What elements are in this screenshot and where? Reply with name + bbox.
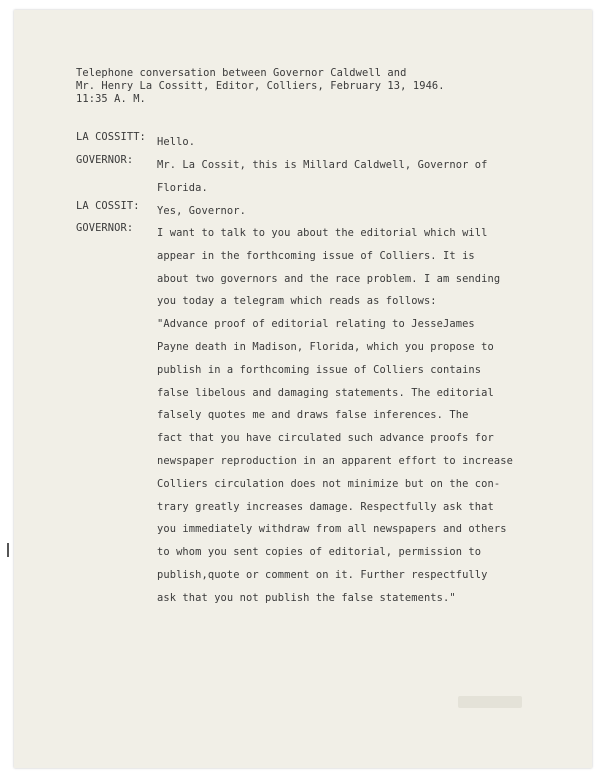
faint-stamp [458,696,522,708]
document-page [14,10,592,768]
speech-line: Payne death in Madison, Florida, which you propose to [157,340,494,353]
speech-line: publish,quote or comment on it. Further respectfully [157,568,488,581]
speech-text [157,222,513,610]
speech-line: I want to talk to you about the editorial which will [157,227,488,239]
speech-line: appear in the forthcoming issue of Colliers. It is [157,249,475,262]
speech-line: ask that you not publish the false statements." [157,591,456,604]
margin-mark [7,543,9,557]
speech-text [157,131,195,154]
speech-line: publish in a forthcoming issue of Colliers contains [157,363,482,376]
speech-line: Hello. [157,136,196,148]
document-heading [76,67,445,106]
speech-line: to whom you sent copies of editorial, permission to [157,546,482,559]
speech-line: false libelous and damaging statements. The editorial [157,386,494,399]
speech-line: you immediately withdraw from all newspapers and others [157,523,507,536]
speaker-label: LA COSSITT: [76,131,146,143]
speech-line: Colliers circulation does not minimize but on the con- [157,477,501,490]
speaker-label: LA COSSIT: [76,200,140,212]
speech-line: Mr. La Cossit, this is Millard Caldwell, Governor of [157,159,488,171]
speaker-label: GOVERNOR: [76,222,134,234]
speech-line: falsely quotes me and draws false inferences. The [157,409,469,422]
speech-line: Yes, Governor. [157,205,246,217]
speech-line: trary greatly increases damage. Respectfully ask that [157,500,494,513]
speech-text [157,200,246,223]
heading-line-1: Telephone conversation between Governor Caldwell and [76,67,407,79]
speech-line: you today a telegram which reads as follows: [157,295,437,308]
heading-line-3: 11:35 A. M. [76,93,146,105]
speech-text [157,154,488,200]
speech-line: about two governors and the race problem. I am sending [157,272,501,285]
speaker-label: GOVERNOR: [76,154,134,166]
speech-line: fact that you have circulated such advance proofs for [157,432,494,445]
heading-line-2: Mr. Henry La Cossitt, Editor, Colliers, February 13, 1946. [76,80,445,92]
speech-line: newspaper reproduction in an apparent effort to increase [157,454,513,467]
speech-line: Florida. [157,181,208,194]
speech-line: "Advance proof of editorial relating to JesseJames [157,318,475,331]
